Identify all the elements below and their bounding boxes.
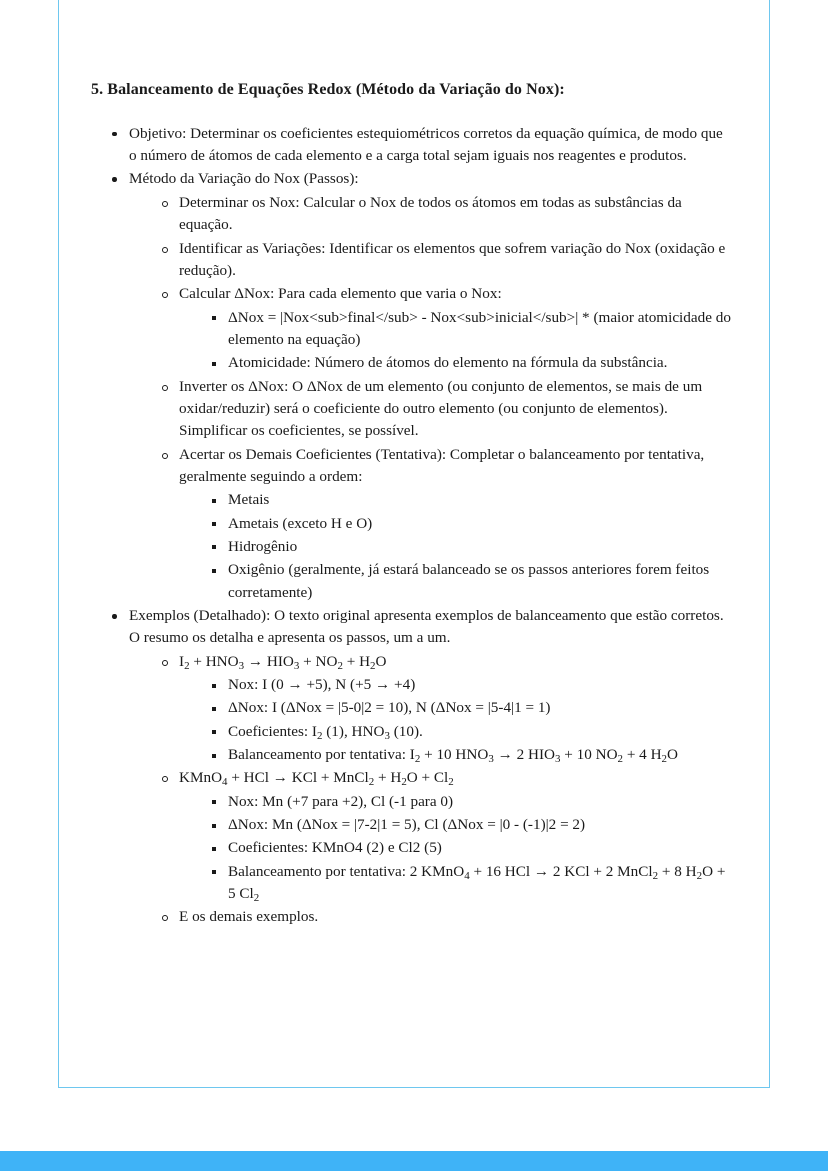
list-item-formula-dnox [207, 307, 731, 352]
exemplo-1-equation: $I_2 + HNO_3 \to HIO_3 + NO_2 + H_2O$ [179, 652, 387, 672]
exemplo-2-coeficientes-text: Coeficientes: KMnO4 (2) e Cl2 (5) [228, 839, 442, 857]
list-item-passo-determinar [157, 192, 731, 237]
outline-level-3-exemplo-2 [179, 791, 731, 906]
passo-determinar-text: Determinar os Nox: Calcular o Nox de todos os átomos em todas as substâncias da equação. [179, 193, 682, 234]
ordem-hidrogenio-text: Hidrogênio [228, 537, 298, 555]
list-item-exemplo-2-balanceamento [207, 861, 731, 906]
list-item-exemplo-1 [157, 651, 731, 767]
demais-exemplos-text: E os demais exemplos. [179, 908, 319, 926]
list-item-ordem-hidrogenio [207, 536, 731, 558]
ordem-ametais-text: Ametais (exceto H e O) [228, 514, 373, 532]
list-item-exemplo-2-dnox [207, 814, 731, 836]
exemplo-2-balanceamento-text: Balanceamento por tentativa: 2 KMnO$_4$ + 16 HCl → 2 KCl + 2 MnCl$_2$ + 8 $H_2O + 5$ $Cl_2$ [228, 862, 726, 905]
exemplo-1-dnox-text: ΔNox: I (ΔNox = |5-0|2 = 10), N (ΔNox = |5-4|1 = 1) [228, 699, 551, 717]
list-item-exemplo-1-dnox [207, 697, 731, 719]
bottom-accent-bar [0, 1151, 828, 1171]
exemplo-1-coeficientes-text: Coeficientes: $I_2$ (1), $HNO_3$ (10). [228, 722, 423, 742]
list-item-passo-acertar [157, 444, 731, 604]
list-item-metodo [107, 168, 731, 604]
passo-identificar-text: Identificar as Variações: Identificar os elementos que sofrem variação do Nox (oxidação e redução). [179, 239, 726, 279]
exemplo-1-balanceamento-text: Balanceamento por tentativa: $I_2 + 10$ $HNO_3 \to 2$ $HIO_3 + 10$ $NO_2 + 4$ $H_2O$ [228, 746, 678, 766]
passo-calcular-text: Calcular ΔNox: Para cada elemento que varia o Nox: [179, 285, 502, 303]
list-item-exemplo-1-nox [207, 674, 731, 696]
list-item-exemplos [107, 605, 731, 929]
exemplo-2-equation: KMnO$_4$ + HCl → KCl + MnCl$_2$ + $H_2O + Cl_2$ [179, 769, 454, 789]
list-item-atomicidade [207, 352, 731, 374]
ordem-oxigenio-text: Oxigênio (geralmente, já estará balanceado se os passos anteriores forem feitos corretamente) [228, 561, 710, 601]
list-item-objetivo [107, 123, 731, 168]
list-item-passo-inverter [157, 376, 731, 443]
document-page-card [58, 0, 770, 1088]
exemplo-1-nox-text: Nox: I (0 → +5), N (+5 → +4) [228, 676, 416, 694]
metodo-title-text: Método da Variação do Nox (Passos): [129, 170, 359, 188]
passo-inverter-text: Inverter os ΔNox: O ΔNox de um elemento (ou conjunto de elementos, se mais de um oxidar/reduzir) será o coeficiente do outro elemento (ou conjunto de elementos). Simplificar os coeficientes, se possível. [179, 377, 703, 440]
formula-dnox-text: ΔNox = |Nox<sub>final</sub> - Nox<sub>inicial</sub>| * (maior atomicidade do elemento na equação) [228, 308, 731, 348]
outline-level-3-ordem [179, 489, 731, 604]
list-item-exemplo-2 [157, 767, 731, 905]
exemplos-intro-text: Exemplos (Detalhado): O texto original apresenta exemplos de balanceamento que estão corretos. O resumo os detalha e apresenta os passos, um a um. [129, 607, 724, 647]
atomicidade-text: Atomicidade: Número de átomos do elemento na fórmula da substância. [228, 354, 668, 372]
passo-acertar-text: Acertar os Demais Coeficientes (Tentativa): Completar o balanceamento por tentativa, geralmente seguindo a ordem: [179, 445, 705, 485]
list-item-exemplo-1-balanceamento [207, 744, 731, 766]
outline-level-2-exemplos [129, 651, 731, 929]
list-item-demais-exemplos [157, 906, 731, 928]
list-item-ordem-ametais [207, 513, 731, 535]
ordem-metais-text: Metais [228, 491, 270, 509]
outline-level-3-exemplo-1 [179, 674, 731, 766]
objetivo-text: Objetivo: Determinar os coeficientes estequiométricos corretos da equação química, de modo que o número de átomos de cada elemento e a carga total sejam iguais nos reagentes e produtos. [129, 124, 723, 165]
outline-level-1 [91, 123, 731, 929]
outline-level-3-formulas [179, 307, 731, 375]
list-item-exemplo-2-coeficientes [207, 837, 731, 859]
outline-level-2-passos [129, 192, 731, 604]
list-item-exemplo-2-nox [207, 791, 731, 813]
list-item-exemplo-1-coeficientes [207, 721, 731, 743]
list-item-ordem-oxigenio [207, 559, 731, 604]
list-item-ordem-metais [207, 489, 731, 511]
list-item-passo-identificar [157, 238, 731, 283]
page-title: 5. Balanceamento de Equações Redox (Método da Variação do Nox): [91, 81, 565, 98]
list-item-passo-calcular [157, 283, 731, 374]
exemplo-2-dnox-text: ΔNox: Mn (ΔNox = |7-2|1 = 5), Cl (ΔNox = |0 - (-1)|2 = 2) [228, 816, 586, 834]
exemplo-2-nox-text: Nox: Mn (+7 para +2), Cl (-1 para 0) [228, 792, 454, 810]
document-body [59, 0, 769, 970]
